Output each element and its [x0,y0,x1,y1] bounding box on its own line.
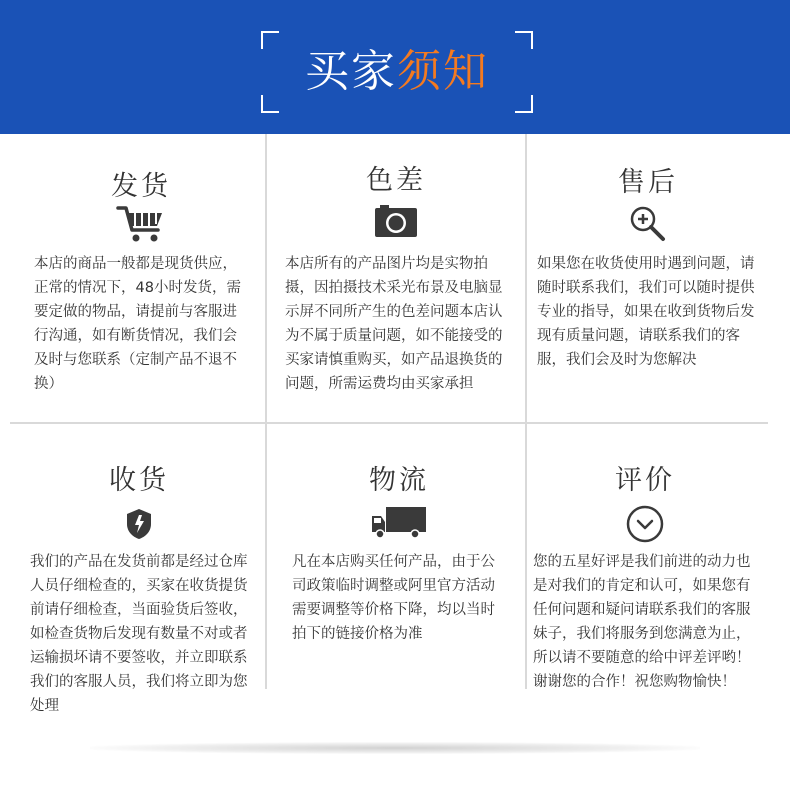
section-title: 售后 [618,167,678,198]
title-part-notice: 须知 [397,46,489,97]
truck-icon [369,504,429,544]
section-after-sales [537,134,759,422]
header-banner [0,0,790,134]
section-title: 物流 [369,465,429,496]
title-part-buyer: 买家 [305,46,397,97]
section-logistics [292,424,506,724]
section-body: 本店所有的产品图片均是实物拍摄，因拍摄技术采光布景及电脑显示屏不同所产生的色差问题本店认为不属于质量问题，如不能接受的买家请慎重购买，如产品退换货的问题，所需运费均由买家承担 [285,256,503,392]
section-title: 色差 [366,165,426,196]
grid-divider [265,134,267,689]
shield-icon [126,508,152,544]
section-body: 您的五星好评是我们前进的动力也是对我们的肯定和认可，如果您有任何问题和疑问请联系我们的客服妹子，我们将服务到您满意为止，所以请不要随意的给中评差评哟！谢谢您的合作！祝您购物愉快！ [533,554,751,690]
section-color-difference [285,134,507,422]
shopping-cart-icon [116,204,166,248]
magnifier-icon [628,204,668,248]
section-review [533,424,757,724]
clock-icon [625,504,665,548]
section-body: 凡在本店购买任何产品，由于公司政策临时调整或阿里官方活动需要调整等价格下降，均以当时拍下的链接价格为准 [292,554,495,642]
section-receiving [30,424,248,724]
title-frame [261,31,533,113]
section-body: 如果您在收货使用时遇到问题，请随时联系我们，我们可以随时提供专业的指导，如果在收到货物后发现有质量问题，请联系我们的客服，我们会及时为您解决 [537,256,755,368]
section-title: 发货 [111,171,171,202]
camera-icon [374,204,418,242]
section-title: 收货 [109,465,169,496]
section-shipping [34,134,248,422]
grid-divider [525,134,527,689]
section-body: 本店的商品一般都是现货供应，正常的情况下，48小时发货，需要定做的物品，请提前与客服进行沟通，如有断货情况，我们会及时与您联系（定制产品不退不换） [34,256,241,392]
bottom-shadow [90,742,700,754]
section-title: 评价 [615,465,675,496]
section-body: 我们的产品在发货前都是经过仓库人员仔细检查的，买家在收货提货前请仔细检查，当面验货后签收，如检查货物后发现有数量不对或者运输损坏请不要签收，并立即联系我们的客服人员，我们将立即为您处理 [30,554,248,714]
page-title [261,31,533,113]
